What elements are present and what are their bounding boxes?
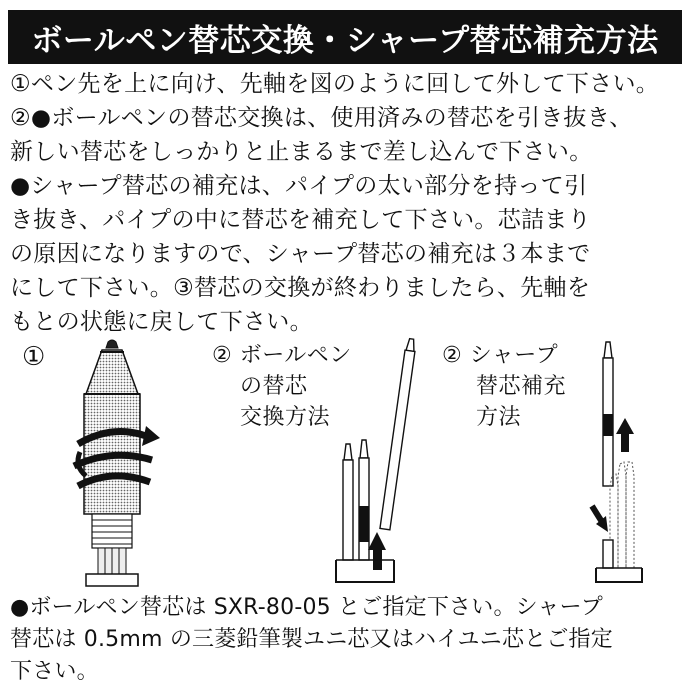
footer-line: 下さい。 [10,659,99,684]
footer-line: 替芯は 0.5mm の三菱鉛筆製ユニ芯又はハイユニ芯とご指定 [10,627,613,652]
instruction-line: もとの状態に戻して下さい。 [10,309,313,335]
instruction-line: ②●ボールペンの替芯交換は、使用済みの替芯を引き抜き、 [10,105,633,131]
footer-line: ●ボールペン替芯は SXR-80-05 とご指定下さい。シャープ [10,595,603,620]
footer-note [10,592,686,688]
instruction-line: ①ペン先を上に向け、先軸を図のように回して外して下さい。 [10,71,660,97]
pen-tip-rotation-illustration [60,336,170,586]
figure-3-label: 替芯補充 [476,374,567,399]
instruction-line: にして下さい。③替芯の交換が終わりましたら、先軸を [10,275,591,301]
figure-2-label: 交換方法 [240,405,331,430]
instruction-line: の原因になりますので、シャープ替芯の補充は３本まで [10,241,591,267]
ballpoint-refill-illustration [330,336,420,584]
figure-3-label: 方法 [476,405,522,430]
figure-2-label: ② ボールペン [212,343,352,368]
pencil-lead-refill-illustration [570,336,650,584]
figure-1-label: ① [22,342,46,372]
instruction-line: き抜き、パイプの中に替芯を補充して下さい。芯詰まり [10,207,591,233]
page-title: ボールペン替芯交換・シャープ替芯補充方法 [8,10,682,64]
figure-2-label: の替芯 [240,374,308,399]
instruction-line: ●シャープ替芯の補充は、パイプの太い部分を持って引 [10,173,588,199]
instruction-line: 新しい替芯をしっかりと止まるまで差し込んで下さい。 [10,139,593,165]
figure-3-label: ② シャープ [442,343,559,368]
